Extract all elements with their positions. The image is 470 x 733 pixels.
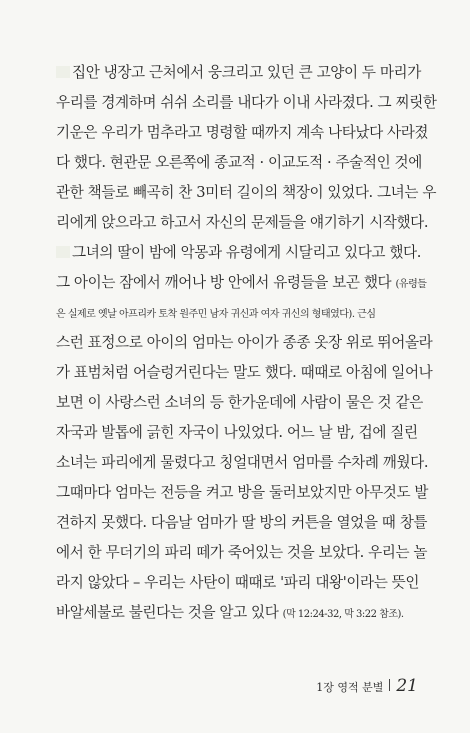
text-line xyxy=(56,208,429,238)
text-line xyxy=(56,238,421,268)
text-line xyxy=(56,328,433,358)
page-footer xyxy=(316,676,418,696)
text-line-content: 그 아이는 잠에서 깨어나 방 안에서 유령들을 보곤 했다 xyxy=(56,274,392,291)
text-line xyxy=(56,268,427,298)
text-line xyxy=(56,538,428,568)
page-number: 21 xyxy=(396,676,418,696)
text-line-content: 그녀의 딸이 밤에 악몽과 유령에게 시달리고 있다고 했다. xyxy=(72,244,421,261)
text-line xyxy=(56,448,429,478)
text-line-content: 그때마다 엄마는 전등을 켜고 방을 둘러보았지만 아무것도 발 xyxy=(56,484,429,501)
text-line xyxy=(56,418,418,448)
text-line-content: 리에게 앉으라고 하고서 자신의 문제들을 얘기하기 시작했다. xyxy=(56,214,429,231)
text-line xyxy=(56,58,421,88)
text-line xyxy=(56,298,418,328)
indent-mark xyxy=(56,246,70,258)
text-line xyxy=(56,118,429,148)
text-line-content: 기운은 우리가 멈추라고 명령할 때까지 계속 나타났다 사라졌 xyxy=(56,124,429,141)
text-line xyxy=(56,388,423,418)
text-line-content: 소녀는 파리에게 물렸다고 칭얼대면서 엄마를 수차례 깨웠다. xyxy=(56,454,429,471)
inline-note: (유령들 xyxy=(395,279,427,290)
text-line xyxy=(56,568,418,598)
text-line xyxy=(56,148,422,178)
text-line xyxy=(56,178,437,208)
text-line-content: 관한 책들로 빼곡히 찬 3미터 길이의 책장이 있었다. 그녀는 우 xyxy=(56,184,437,201)
text-line xyxy=(56,358,433,388)
text-line-content: 보면 이 사랑스런 소녀의 등 한가운데에 사람이 물은 것 같은 xyxy=(56,394,423,411)
text-line-content: 바알세불로 불린다는 것을 알고 있다 xyxy=(56,604,279,621)
text-line-content: 가 표범처럼 어슬렁거린다는 말도 했다. 때때로 아침에 일어나 xyxy=(56,364,433,381)
text-line xyxy=(56,598,418,628)
text-line-content: 다 했다. 현관문 오른쪽에 종교적 · 이교도적 · 주술적인 것에 xyxy=(56,154,422,171)
indent-mark xyxy=(56,66,70,78)
chapter-title: 1장 영적 분별 xyxy=(316,681,384,694)
text-line xyxy=(56,478,429,508)
text-line-content: 자국과 발톱에 긁힌 자국이 나있었다. 어느 날 밤, 겁에 질린 xyxy=(56,424,418,441)
scripture-reference: (막 12:24-32, 막 3:22 참조). xyxy=(282,609,404,620)
text-line-content: 집안 냉장고 근처에서 웅크리고 있던 큰 고양이 두 마리가 xyxy=(72,64,421,81)
footer-divider xyxy=(389,679,390,691)
text-line-content: 에서 한 무더기의 파리 떼가 죽어있는 것을 보았다. 우리는 놀 xyxy=(56,544,428,561)
text-line-content: 스런 표정으로 아이의 엄마는 아이가 종종 옷장 위로 뛰어올라 xyxy=(56,334,433,351)
text-line-content: 라지 않았다 – 우리는 사탄이 때때로 '파리 대왕'이라는 뜻인 xyxy=(56,574,420,591)
text-line-content: 은 실제로 옛날 아프리카 토착 원주민 남자 귀신과 여자 귀신의 형태였다). 근심 xyxy=(56,309,376,320)
text-line-content: 우리를 경계하며 쉬쉬 소리를 내다가 이내 사라졌다. 그 찌릿한 xyxy=(56,94,437,111)
text-line xyxy=(56,508,428,538)
body-text xyxy=(56,58,437,628)
text-line xyxy=(56,88,437,118)
text-line-content: 견하지 못했다. 다음날 엄마가 딸 방의 커튼을 열었을 때 창틀 xyxy=(56,514,428,531)
